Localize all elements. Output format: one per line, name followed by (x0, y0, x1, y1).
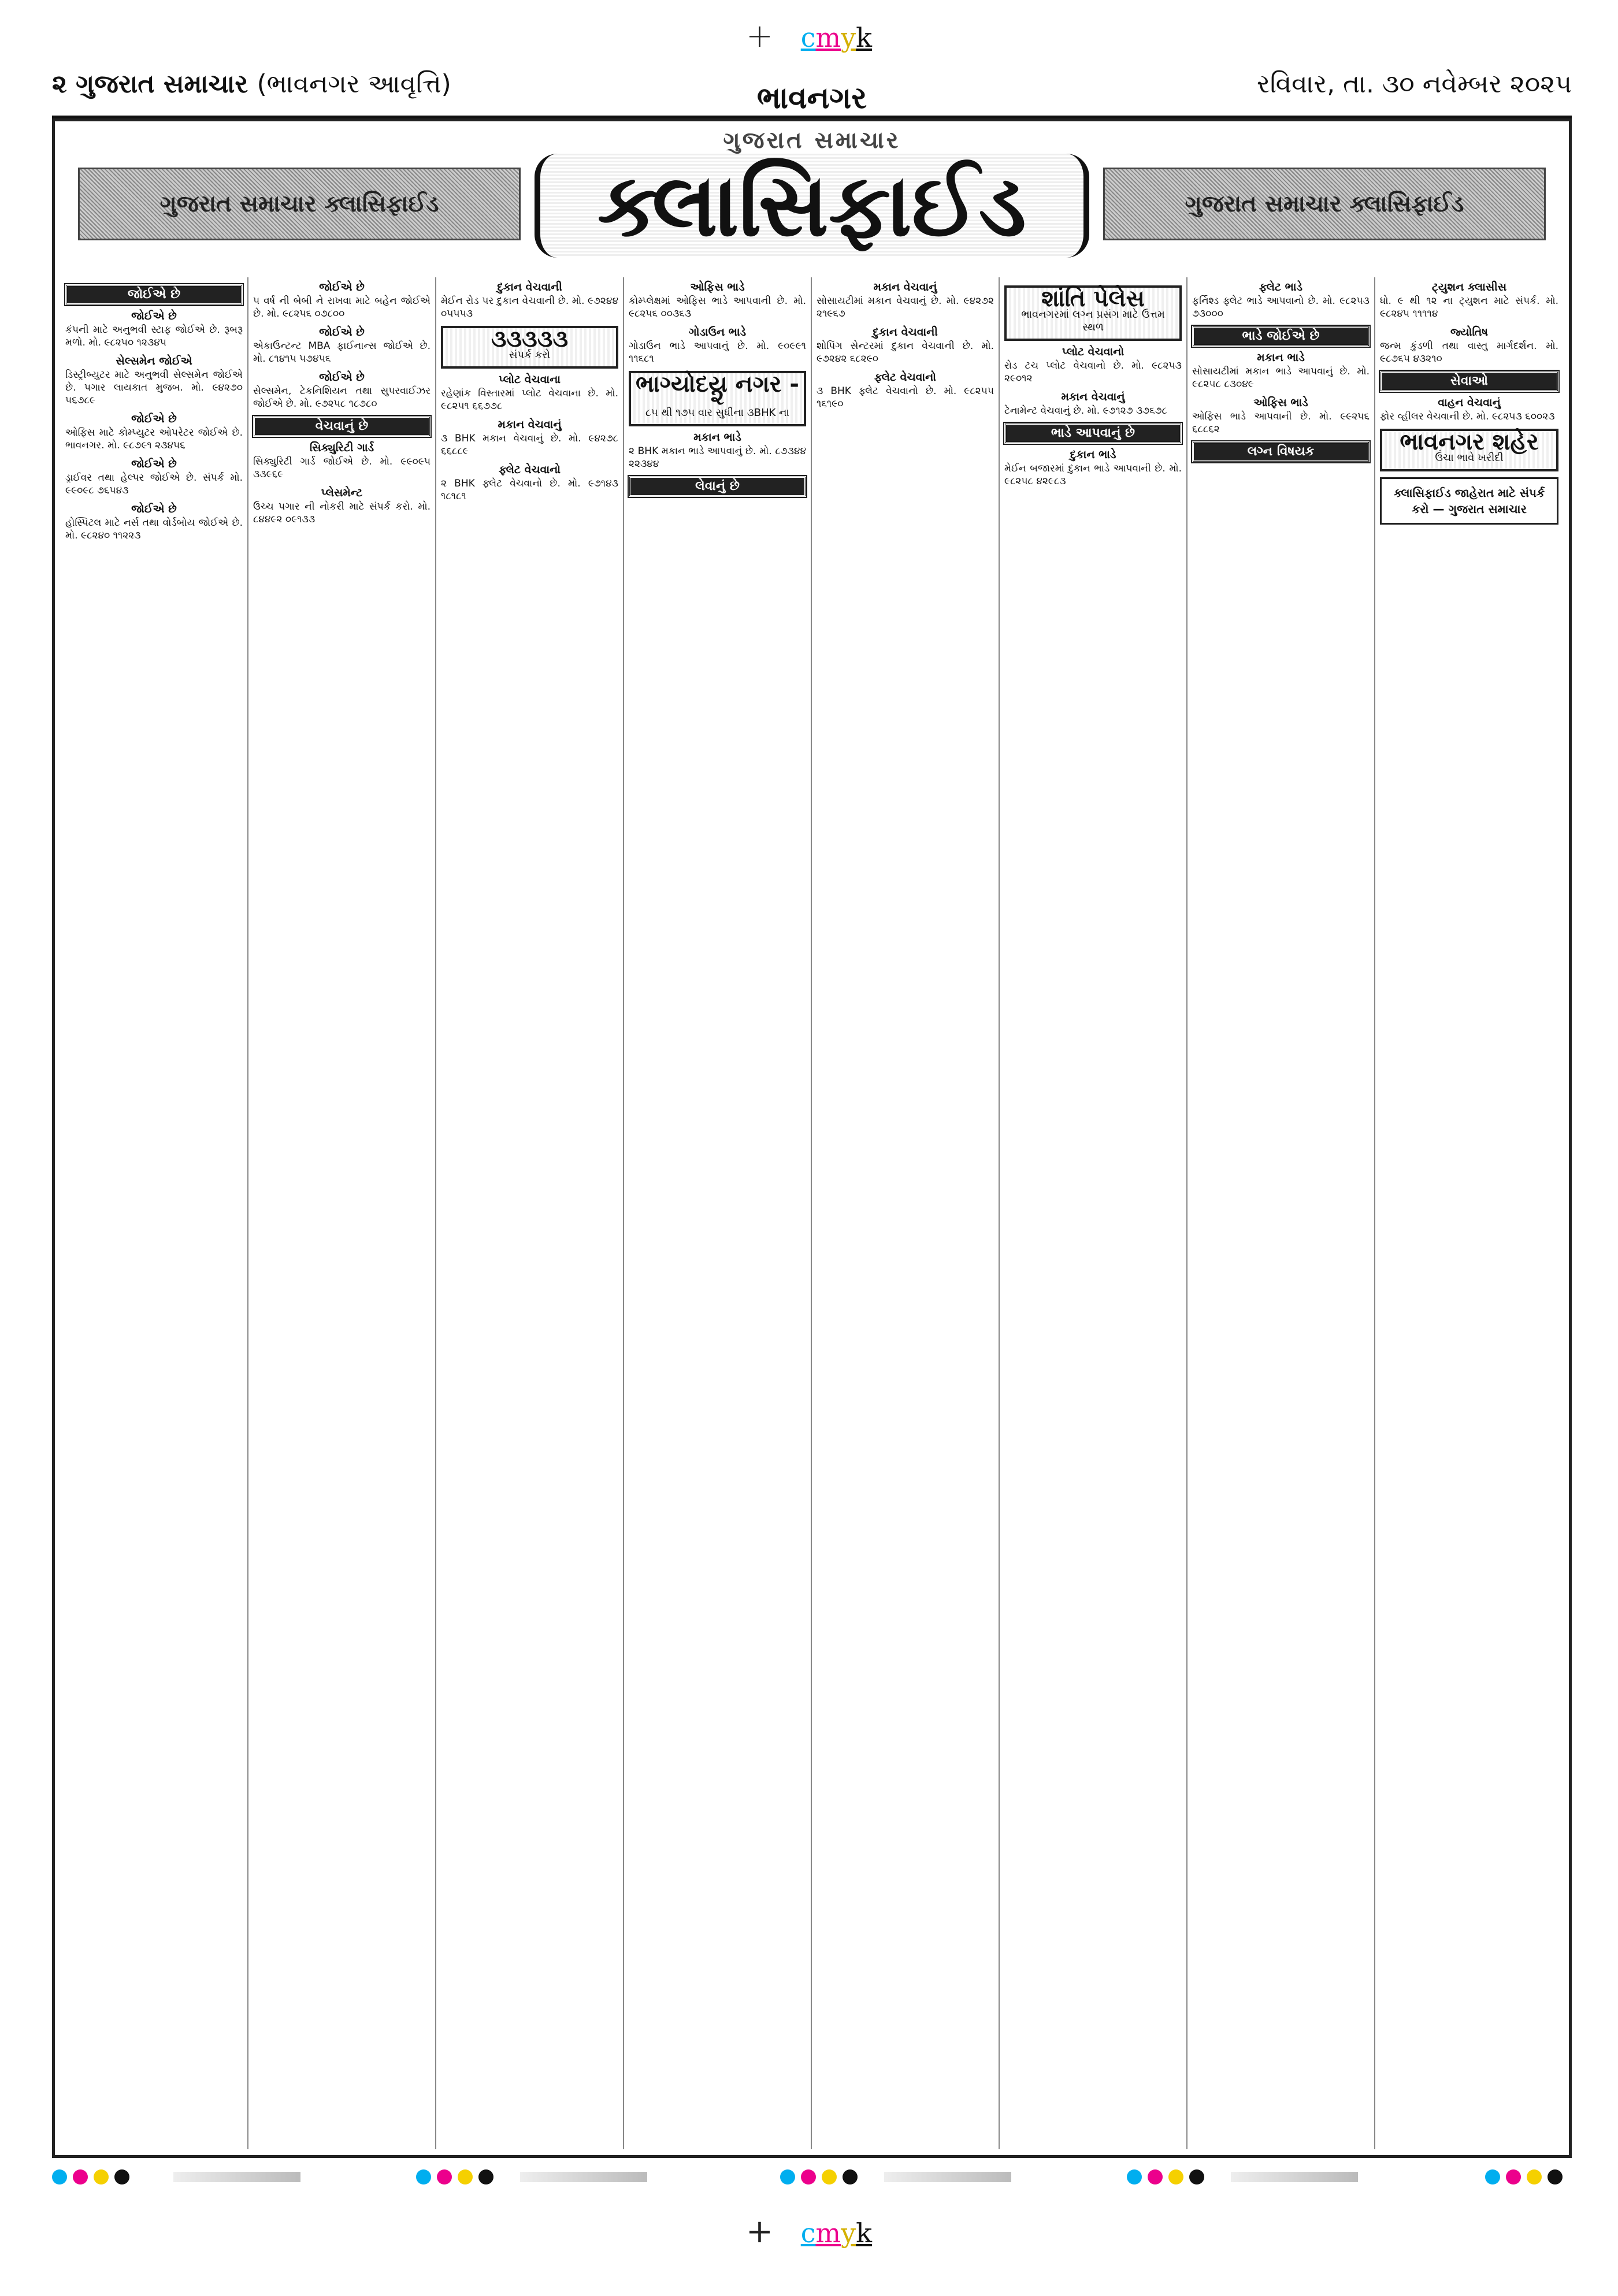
cyan-dot-icon (1485, 2169, 1500, 2184)
section-heading: લેવાનું છે (629, 476, 806, 497)
ad-text: ઉચ્ચ પગાર ની નોકરી માટે સંપર્ક કરો. મો. ૮૪૪૯૨ ૦૯૧૩૩ (253, 501, 431, 525)
ad-heading: ટ્યુશન ક્લાસીસ (1431, 281, 1507, 293)
ad-text: ૩ BHK ફ્લેટ વેચવાનો છે. મો. ૯૮૨૫૫ ૧૬૧૯૦ (817, 385, 994, 410)
contact-note: ક્લાસિફાઈડ જાહેરાત માટે સંપર્ક કરો — ગુજરાત સમાચાર (1380, 477, 1558, 525)
cmyk-dots-2 (416, 2169, 493, 2184)
black-dot-icon (478, 2169, 493, 2184)
cyan-dot-icon (780, 2169, 795, 2184)
ad-item (1380, 326, 1558, 365)
ad-text: ટેનામેન્ટ વેચવાનું છે. મો. ૯૭૧૨૭ ૩૭૬૭૮ (1004, 405, 1167, 417)
ad-heading: જોઈએ છે (131, 458, 177, 470)
ad-text: મેઈન રોડ પર દુકાન વેચવાની છે. મો. ૯૭૨૪૪ ૦૫૫૫૩ (441, 295, 618, 319)
gray-bar (173, 2172, 300, 2182)
ad-heading: જોઈએ છે (319, 281, 365, 293)
ad-item (253, 371, 431, 410)
ad-item (65, 458, 243, 497)
ad-heading: મકાન વેચવાનું (498, 418, 562, 431)
ad-heading: મકાન ભાડે (693, 431, 741, 444)
section-heading: લગ્ન વિષયક (1192, 441, 1370, 462)
ad-item (1004, 448, 1182, 488)
gray-bar (1231, 2172, 1358, 2182)
ad-text: ફોર વ્હીલર વેચવાની છે. મો. ૯૮૨૫૩ ૬૦૦૨૩ (1380, 411, 1555, 422)
magenta-dot-icon (1148, 2169, 1163, 2184)
ad-item (1192, 351, 1370, 391)
ad-text: ઓફિસ ભાડે આપવાની છે. મો. ૯૯૨૫૬ ૬૮૮૬૨ (1192, 411, 1370, 435)
ad-item (629, 326, 806, 365)
section-heading: સેવાઓ (1380, 371, 1558, 392)
cmyk-dots-3 (780, 2169, 858, 2184)
ad-heading: મકાન વેચવાનું (873, 281, 937, 293)
ad-item (441, 373, 618, 413)
section-heading: ભાડે આપવાનું છે (1004, 423, 1182, 444)
cyan-dot-icon (52, 2169, 67, 2184)
ad-text: હોસ્પિટલ માટે નર્સ તથા વોર્ડબોય જોઈએ છે. મો. ૯૮૨૪૦ ૧૧૨૨૩ (65, 517, 243, 541)
ad-text: ધો. ૯ થી ૧૨ ના ટ્યુશન માટે સંપર્ક. મો. ૯૮૨૪૫ ૧૧૧૧૪ (1380, 295, 1558, 319)
ad-item (441, 418, 618, 458)
magenta-dot-icon (1506, 2169, 1521, 2184)
yellow-dot-icon (822, 2169, 837, 2184)
banner-right-panel: ગુજરાત સમાચાર ક્લાસિફાઈડ (1103, 168, 1546, 240)
ad-heading: મકાન વેચવાનું (1061, 391, 1125, 403)
column-6 (1000, 277, 1187, 2149)
cyan-dot-icon (416, 2169, 431, 2184)
display-ad-title: શાંતિ પેલેસ (1041, 285, 1145, 312)
cmyk-label: cmyk (800, 22, 872, 53)
page-number: ૨ (52, 69, 67, 99)
column-5 (812, 277, 1000, 2149)
ad-item (629, 281, 806, 320)
magenta-dot-icon (437, 2169, 452, 2184)
ad-text: ૨ BHK ફ્લેટ વેચવાનો છે. મો. ૯૭૧૪૩ ૧૮૧૮૧ (441, 478, 618, 502)
ad-text: ૨ BHK મકાન ભાડે આપવાનું છે. મો. ૮૭૩૪૪ ૨૨૩૪૪ (629, 445, 806, 470)
ad-heading: ઓફિસ ભાડે (690, 281, 745, 293)
cmyk-dots-5 (1485, 2169, 1563, 2184)
ad-item (1380, 281, 1558, 320)
column-3 (436, 277, 624, 2149)
gray-bar (520, 2172, 647, 2182)
ad-item (1004, 391, 1182, 417)
ad-text: ૫ વર્ષ ની બેબી ને રાખવા માટે બહેન જોઈએ છે. મો. ૯૮૨૫૬ ૦૭૮૦૦ (253, 295, 431, 319)
column-7 (1187, 277, 1375, 2149)
yellow-dot-icon (1527, 2169, 1542, 2184)
ad-heading: પ્લોટ વેચવાનો (1062, 345, 1125, 358)
ad-heading: દુકાન ભાડે (1070, 448, 1116, 461)
cmyk-dots-4 (1127, 2169, 1204, 2184)
ad-item (65, 503, 243, 542)
classified-banner (61, 127, 1563, 272)
display-ad-box (441, 326, 618, 369)
display-ad-subtitle: સંપર્ક કરો (509, 349, 551, 361)
ad-heading: પ્લેસમેન્ટ (321, 486, 363, 499)
display-ad-title: ૩૩૩૩૩ (491, 326, 569, 352)
display-ad-title: ભાગ્યોદય નગર - ૨ (636, 371, 799, 410)
paper-name: ગુજરાત સમાચાર (76, 69, 248, 99)
magenta-dot-icon (73, 2169, 88, 2184)
crosshair-icon: + (746, 17, 773, 55)
banner-title-block (535, 127, 1089, 272)
column-2 (248, 277, 436, 2149)
ad-text: સોસાયટીમાં મકાન વેચવાનું છે. મો. ૯૪૨૭૨ ૨૧૯૬૭ (817, 295, 994, 319)
banner-small-title: ગુજરાત સમાચાર (723, 127, 901, 154)
page-header (52, 64, 1572, 119)
ad-item (1192, 396, 1370, 436)
column-1 (61, 277, 248, 2149)
section-heading: જોઈએ છે (65, 284, 243, 305)
display-ad-box (1004, 285, 1182, 341)
ad-text: ૩ BHK મકાન વેચવાનું છે. મો. ૯૪૨૭૮ ૬૬૮૮૯ (441, 433, 618, 457)
black-dot-icon (1548, 2169, 1563, 2184)
ad-text: ડિસ્ટ્રીબ્યુટર માટે અનુભવી સેલ્સમેન જોઈએ છે. પગાર લાયકાત મુજબ. મો. ૯૪૨૭૦ ૫૬૭૮૯ (65, 369, 243, 406)
ad-heading: ફ્લેટ વેચવાનો (874, 371, 937, 384)
edition-name: (ભાવનગર આવૃત્તિ) (257, 69, 451, 99)
yellow-dot-icon (1168, 2169, 1183, 2184)
ad-text: શોપિંગ સેન્ટરમાં દુકાન વેચવાની છે. મો. ૯૭૨૪૨ ૬૮૨૯૦ (817, 340, 994, 365)
display-ad-subtitle: ભાવનગરમાં લગ્ન પ્રસંગ માટે ઉત્તમ સ્થળ (1021, 309, 1165, 333)
display-ad-box (629, 371, 806, 426)
section-heading: ભાડે જોઈએ છે (1192, 326, 1370, 347)
ad-text: ઓફિસ માટે કોમ્પ્યુટર ઓપરેટર જોઈએ છે. ભાવનગર. મો. ૯૮૭૯૧ ૨૩૪૫૬ (65, 427, 243, 451)
section-heading: વેચવાનું છે (253, 416, 431, 437)
ad-text: ડ્રાઈવર તથા હેલ્પર જોઈએ છે. સંપર્ક મો. ૯૯૦૯૮ ૭૬૫૪૩ (65, 472, 243, 496)
registration-mark-top (0, 17, 1618, 64)
ad-heading: ગોડાઉન ભાડે (688, 326, 747, 339)
column-4 (624, 277, 812, 2149)
ad-text: કંપની માટે અનુભવી સ્ટાફ જોઈએ છે. રૂબરૂ મળો. મો. ૯૮૨૫૦ ૧૨૩૪૫ (65, 324, 243, 348)
black-dot-icon (114, 2169, 129, 2184)
ad-heading: દુકાન વેચવાની (873, 326, 938, 339)
ad-heading: જોઈએ છે (319, 326, 365, 339)
ad-text: જન્મ કુંડળી તથા વાસ્તુ માર્ગદર્શન. મો. ૯૮૭૬૫ ૪૩૨૧૦ (1380, 340, 1558, 365)
display-ad-box (1380, 429, 1558, 471)
display-ad-subtitle: ઉંચા ભાવે ખરીદી (1435, 452, 1504, 464)
ad-item (65, 413, 243, 452)
ad-heading: વાહન વેચવાનું (1438, 396, 1501, 409)
ad-item (1192, 281, 1370, 320)
column-8 (1375, 277, 1563, 2149)
ad-columns (61, 277, 1563, 2149)
ad-text: ફર્નિશ્ડ ફ્લેટ ભાડે આપવાનો છે. મો. ૯૮૨૫૩ ૭૩૦૦૦ (1192, 295, 1370, 319)
ad-heading: ફ્લેટ વેચવાનો (498, 463, 561, 476)
banner-title: ક્લાસિફાઈડ (535, 154, 1089, 258)
cyan-dot-icon (1127, 2169, 1142, 2184)
ad-heading: જોઈએ છે (131, 413, 177, 425)
ad-item (253, 281, 431, 320)
ad-item (65, 355, 243, 407)
ad-text: ગોડાઉન ભાડે આપવાનું છે. મો. ૯૦૯૯૧ ૧૧૬૮૧ (629, 340, 806, 365)
ad-item (253, 486, 431, 526)
cmyk-label: cmyk (800, 2217, 872, 2249)
ad-item (1004, 345, 1182, 385)
ad-heading: ઓફિસ ભાડે (1253, 396, 1308, 409)
ad-heading: જોઈએ છે (319, 371, 365, 384)
ad-heading: પ્લોટ વેચવાના (498, 373, 561, 386)
ad-heading: સિક્યુરિટી ગાર્ડ (309, 441, 374, 454)
ad-item (817, 371, 994, 410)
ad-item (441, 281, 618, 320)
crosshair-icon: + (746, 2213, 773, 2250)
ad-heading: જોઈએ છે (131, 310, 177, 322)
ad-item (817, 326, 994, 365)
gray-bar (884, 2172, 1011, 2182)
ad-item (253, 441, 431, 481)
ad-text: રહેણાંક વિસ્તારમાં પ્લોટ વેચવાના છે. મો. ૯૮૨૫૧ ૬૬૭૭૮ (441, 388, 618, 412)
ad-heading: મકાન ભાડે (1257, 351, 1305, 364)
ad-item (817, 281, 994, 320)
banner-left-panel: ગુજરાત સમાચાર ક્લાસિફાઈડ (78, 168, 521, 240)
ad-heading: જોઈએ છે (131, 503, 177, 515)
display-ad-title: ભાવનગર શહેર (1400, 429, 1539, 455)
ad-text: કોમ્પ્લેક્ષમાં ઓફિસ ભાડે આપવાની છે. મો. ૯૮૨૫૬ ૦૦૩૬૩ (629, 295, 806, 319)
ad-text: રોડ ટચ પ્લોટ વેચવાનો છે. મો. ૯૮૨૫૩ ૨૯૦૧૨ (1004, 360, 1182, 384)
magenta-dot-icon (801, 2169, 816, 2184)
ad-text: સોસાયટીમાં મકાન ભાડે આપવાનું છે. મો. ૯૮૨૫૮ ૮૩૦૪૯ (1192, 366, 1370, 390)
ad-heading: સેલ્સમેન જોઈએ (116, 355, 192, 367)
ad-heading: દુકાન વેચવાની (497, 281, 562, 293)
ad-item (253, 326, 431, 365)
black-dot-icon (1189, 2169, 1204, 2184)
cmyk-dots-1 (52, 2169, 129, 2184)
color-registration-row (0, 2169, 1618, 2193)
ad-item (1380, 396, 1558, 423)
yellow-dot-icon (458, 2169, 473, 2184)
ad-text: એકાઉન્ટન્ટ MBA ફાઈનાન્સ જોઈએ છે. મો. ૮૧૪૧૫ ૫૭૪૫૬ (253, 340, 431, 365)
ad-heading: ફ્લેટ ભાડે (1259, 281, 1302, 293)
ad-item (629, 431, 806, 470)
yellow-dot-icon (94, 2169, 109, 2184)
ad-item (441, 463, 618, 503)
ad-item (65, 310, 243, 349)
ad-text: સિક્યુરિટી ગાર્ડ જોઈએ છે. મો. ૯૯૦૯૫ ૩૩૯૬૯ (253, 456, 431, 480)
black-dot-icon (843, 2169, 858, 2184)
ad-text: મેઈન બજારમાં દુકાન ભાડે આપવાની છે. મો. ૯૮૨૫૮ ૪૨૯૮૩ (1004, 463, 1182, 487)
city-name: ભાવનગર (756, 81, 867, 116)
registration-mark-bottom (0, 2213, 1618, 2250)
ad-text: સેલ્સમેન, ટેકનિશિયન તથા સુપરવાઈઝર જોઈએ છે. મો. ૯૭૨૫૮ ૧૮૭૮૦ (253, 385, 431, 410)
issue-date: રવિવાર, તા. ૩૦ નવેમ્બર ૨૦૨૫ (1257, 69, 1572, 99)
display-ad-subtitle: ૮૫ થી ૧૭૫ વાર સુધીના ૩BHK ના (645, 407, 789, 419)
ad-heading: જ્યોતિષ (1450, 326, 1488, 339)
classified-page (52, 118, 1572, 2158)
